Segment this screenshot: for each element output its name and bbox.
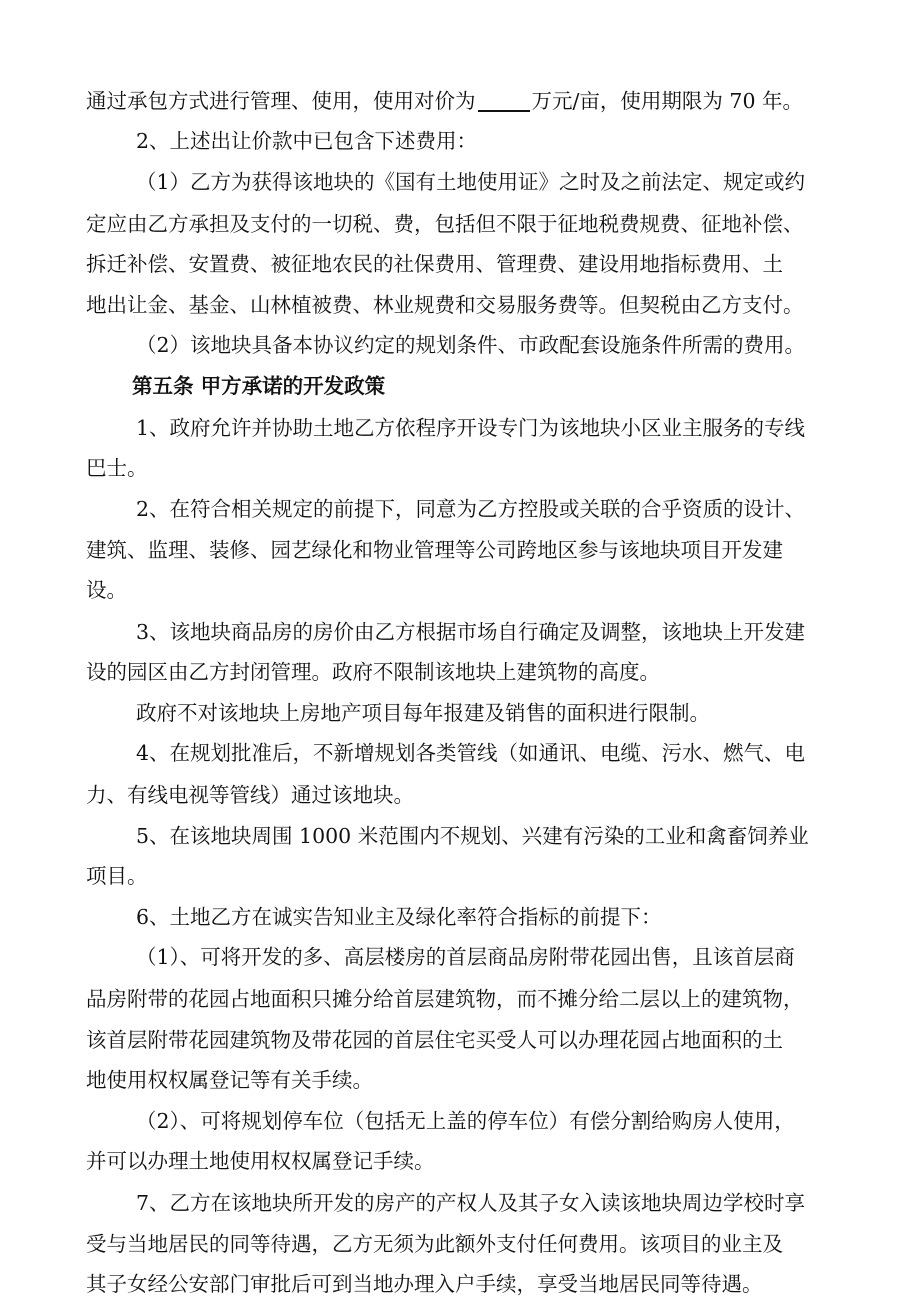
paragraph-line: 力、有线电视等管线）通过该地块。 [86, 782, 414, 807]
paragraph-line: 地出让金、基金、山林植被费、林业规费和交易服务费等。但契税由乙方支付。 [86, 293, 804, 318]
paragraph-line: 建筑、监理、装修、园艺绿化和物业管理等公司跨地区参与该地块项目开发建 [86, 538, 783, 563]
paragraph-line: 项目。 [86, 863, 148, 888]
section-heading: 第五条 甲方承诺的开发政策 [132, 374, 386, 399]
paragraph-line: （2）、可将规划停车位（包括无上盖的停车位）有偿分割给购房人使用， [136, 1109, 795, 1134]
paragraph-line: 2、上述出让价款中已包含下述费用： [136, 129, 478, 154]
paragraph-line: 该首层附带花园建筑物及带花园的首层住宅买受人可以办理花园占地面积的土 [86, 1027, 783, 1052]
paragraph-line: 受与当地居民的同等待遇，乙方无须为此额外支付任何费用。该项目的业主及 [86, 1231, 783, 1256]
paragraph-line: 6、土地乙方在诚实告知业主及绿化率符合指标的前提下： [136, 905, 662, 930]
paragraph-line: 定应由乙方承担及支付的一切税、费，包括但不限于征地税费规费、征地补偿、 [86, 211, 804, 236]
line-text: 通过承包方式进行管理、使用，使用对价为 [86, 89, 476, 113]
paragraph-line: （1）、可将开发的多、高层楼房的首层商品房附带花园出售，且该首层商 [136, 945, 795, 970]
paragraph-line: （2）该地块具备本协议约定的规划条件、市政配套设施条件所需的费用。 [136, 333, 806, 358]
paragraph-line: 品房附带的花园占地面积只摊分给首层建筑物，而不摊分给二层以上的建筑物， [86, 986, 804, 1011]
paragraph-line: 1、政府允许并协助土地乙方依程序开设专门为该地块小区业主服务的专线 [136, 415, 806, 440]
paragraph-line: 7、乙方在该地块所开发的房产的产权人及其子女入读该地块周边学校时享 [136, 1190, 806, 1215]
paragraph-line: 设的园区由乙方封闭管理。政府不限制该地块上建筑物的高度。 [86, 659, 660, 684]
paragraph-line: （1）乙方为获得该地块的《国有土地使用证》之时及之前法定、规定或约 [136, 170, 806, 195]
paragraph-line [86, 87, 803, 115]
line-text: 万元/亩，使用期限为 70 年。 [531, 89, 804, 113]
paragraph-line: 政府不对该地块上房地产项目每年报建及销售的面积进行限制。 [136, 701, 710, 726]
paragraph-line: 其子女经公安部门审批后可到当地办理入户手续，享受当地居民同等待遇。 [86, 1272, 763, 1296]
paragraph-line: 设。 [86, 578, 127, 603]
paragraph-line: 4、在规划批准后，不新增规划各类管线（如通讯、电缆、污水、燃气、电 [136, 741, 806, 766]
paragraph-line: 地使用权权属登记等有关手续。 [86, 1067, 373, 1092]
paragraph-line: 3、该地块商品房的房价由乙方根据市场自行确定及调整，该地块上开发建 [136, 619, 806, 644]
blank-underline [478, 90, 530, 112]
paragraph-line: 并可以办理土地使用权权属登记手续。 [86, 1149, 435, 1174]
paragraph-line: 巴士。 [86, 455, 148, 480]
paragraph-line: 5、在该地块周围 1000 米范围内不规划、兴建有污染的工业和禽畜饲养业 [136, 823, 809, 848]
paragraph-line: 2、在符合相关规定的前提下，同意为乙方控股或关联的合乎资质的设计、 [136, 497, 806, 522]
paragraph-line: 拆迁补偿、安置费、被征地农民的社保费用、管理费、建设用地指标费用、土 [86, 251, 783, 276]
